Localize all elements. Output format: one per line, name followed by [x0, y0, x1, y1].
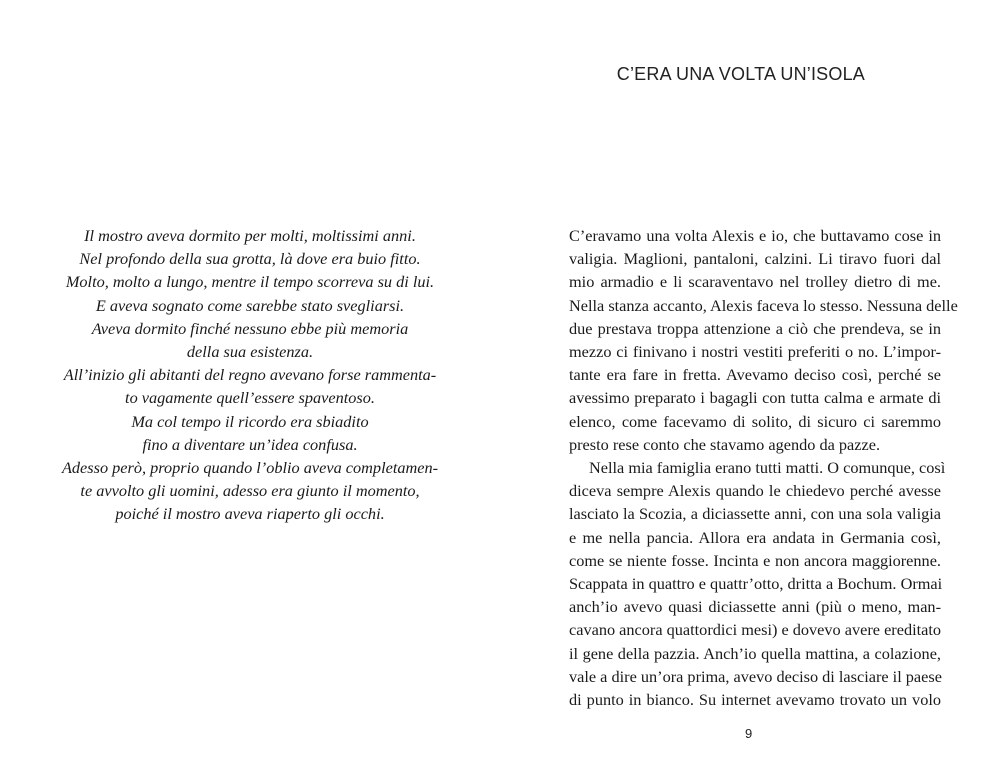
body-line: avessimo preparato i bagagli con tutta calma e armate di — [569, 388, 941, 408]
epigraph — [40, 224, 460, 526]
epigraph-line: fino a diventare un’idea confusa. — [142, 434, 358, 454]
page-number: 9 — [745, 726, 753, 741]
body-line: due prestava troppa attenzione a ciò che prendeva, se in — [569, 318, 941, 338]
epigraph-line: Il mostro aveva dormito per molti, moltissimi anni. — [84, 226, 416, 245]
body-line: e me nella pancia. Allora era andata in Germania così, — [569, 527, 941, 547]
right-page — [500, 0, 1000, 778]
body-line: Scappata in quattro e quattr’otto, dritta a Bochum. Ormai — [569, 574, 943, 594]
epigraph-line: All’inizio gli abitanti del regno avevano forse rammenta- — [63, 365, 437, 385]
body-line: diceva sempre Alexis quando le chiedevo perché avesse — [569, 481, 941, 501]
epigraph-line: Molto, molto a lungo, mentre il tempo scorreva su di lui. — [65, 272, 435, 292]
epigraph-line: Aveva dormito finché nessuno ebbe più memoria — [91, 318, 409, 338]
body-line: vale a dire un’ora prima, avevo deciso di lasciare il paese — [569, 666, 942, 686]
epigraph-line: E aveva sognato come sarebbe stato svegliarsi. — [95, 295, 405, 315]
running-head: C’ERA UNA VOLTA UN’ISOLA — [616, 64, 865, 84]
epigraph-line: to vagamente quell’essere spaventoso. — [125, 388, 375, 408]
body-line: elenco, come facevamo di solito, di sicuro ci saremmo — [569, 411, 941, 431]
epigraph-line: Nel profondo della sua grotta, là dove era buio fitto. — [79, 249, 421, 269]
body-text — [569, 224, 958, 711]
epigraph-line: Ma col tempo il ricordo era sbiadito — [131, 411, 369, 431]
epigraph-line: te avvolto gli uomini, adesso era giunto il momento, — [80, 481, 420, 501]
body-line: di punto in bianco. Su internet avevamo trovato un volo — [569, 690, 941, 710]
body-line: presto rese conto che stavamo agendo da pazze. — [569, 434, 881, 454]
body-line: mezzo ci finivano i nostri vestiti preferiti o no. L’impor- — [569, 342, 941, 362]
body-line: tante era fare in fretta. Avevamo deciso così, perché se — [569, 365, 941, 385]
body-line: il gene della pazzia. Anch’io quella mattina, a colazione, — [569, 643, 941, 663]
body-line: anch’io avevo quasi diciassette anni (più o meno, man- — [569, 597, 941, 617]
body-line: Nella mia famiglia erano tutti matti. O comunque, così — [589, 458, 946, 478]
body-line: Nella stanza accanto, Alexis faceva lo stesso. Nessuna delle — [569, 295, 958, 315]
body-line: C’eravamo una volta Alexis e io, che buttavamo cose in — [569, 226, 941, 245]
epigraph-line: della sua esistenza. — [186, 342, 314, 362]
body-line: come se niente fosse. Incinta e non ancora maggiorenne. — [569, 550, 941, 570]
body-line: valigia. Maglioni, pantaloni, calzini. Li tiravo fuori dal — [569, 249, 941, 269]
body-line: mio armadio e li scaraventavo nel trolley dietro di me. — [569, 272, 941, 292]
epigraph-line: poiché il mostro aveva riaperto gli occhi. — [115, 504, 385, 524]
body-line: cavano ancora quattordici mesi) e dovevo avere ereditato — [569, 620, 942, 640]
epigraph-line: Adesso però, proprio quando l’oblio aveva completamen- — [61, 458, 439, 478]
body-line: lasciato la Scozia, a diciassette anni, con una sola valigia — [569, 504, 941, 524]
